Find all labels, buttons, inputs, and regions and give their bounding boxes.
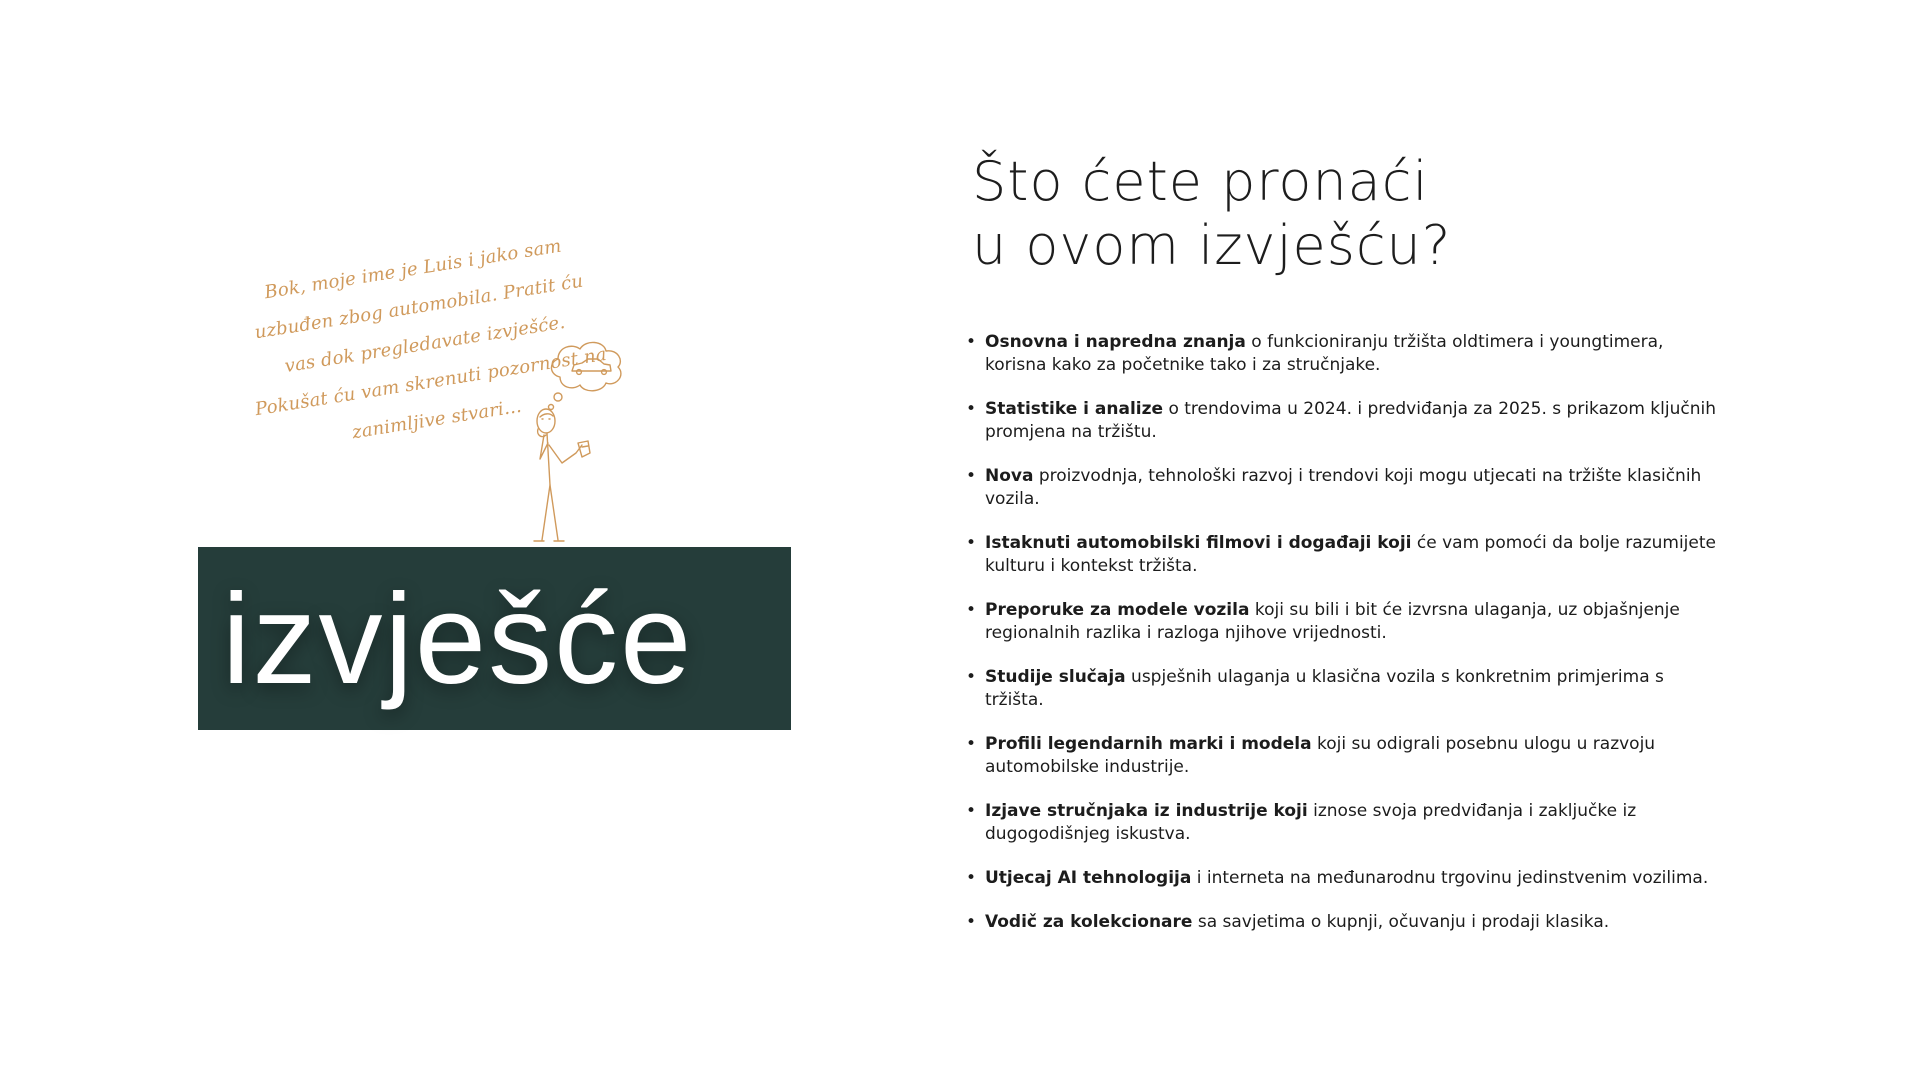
list-item: [966, 867, 1726, 890]
list-item-text: sa savjetima o kupnji, očuvanju i prodaji klasika.: [1192, 912, 1610, 932]
list-item-title: Osnovna i napredna znanja: [985, 332, 1246, 352]
list-item-text: o funkcioniranju tržišta oldtimera i youngtimera, korisna kako za početnike tako i za stručnjake.: [985, 332, 1664, 375]
list-item-text: i interneta na međunarodnu trgovinu jedinstvenim vozilima.: [1191, 868, 1709, 888]
list-item: [966, 733, 1726, 779]
list-item: [966, 599, 1726, 645]
list-item: [966, 666, 1726, 712]
list-item-title: Izjave stručnjaka iz industrije koji: [985, 801, 1308, 821]
list-item-text: o trendovima u 2024. i predviđanja za 2025. s prikazom ključnih promjena na tržištu.: [985, 399, 1716, 442]
list-item-text: proizvodnja, tehnološki razvoj i trendovi koji mogu utjecati na tržište klasičnih vozila.: [985, 466, 1702, 509]
list-item: [966, 465, 1726, 511]
section-heading: [972, 150, 1672, 278]
mascot-illustration: [520, 335, 660, 550]
list-item-text: će vam pomoći da bolje razumijete kulturu i kontekst tržišta.: [985, 533, 1716, 576]
section-heading-line-1: Što ćete pronaći: [972, 150, 1429, 213]
list-item-title: Istaknuti automobilski filmovi i događaji koji: [985, 533, 1412, 553]
list-item-text: uspješnih ulaganja u klasična vozila s konkretnim primjerima s tržišta.: [985, 667, 1664, 710]
list-item: [966, 398, 1726, 444]
list-item-title: Studije slučaja: [985, 667, 1126, 687]
list-item: [966, 800, 1726, 846]
list-item-title: Preporuke za modele vozila: [985, 600, 1250, 620]
list-item-title: Profili legendarnih marki i modela: [985, 734, 1312, 754]
contents-list: [966, 331, 1726, 955]
list-item: [966, 331, 1726, 377]
list-item-title: Nova: [985, 466, 1034, 486]
list-item: [966, 532, 1726, 578]
list-item-text: koji su bili i bit će izvrsna ulaganja, uz objašnjenje regionalnih razlika i razloga njihove vrijednosti.: [985, 600, 1680, 643]
list-item-title: Utjecaj AI tehnologija: [985, 868, 1192, 888]
mascot-head: [537, 409, 555, 433]
list-item: [966, 911, 1726, 934]
mascot-body: [547, 433, 550, 485]
mascot-speech-text: Bok, moje ime je Luis i jako sam uzbuđen zbog automobila. Pratit ću vas dok pregledavate izvješće. Pokušat ću vam skrenuti pozornost na zanimljive stvari...: [253, 235, 609, 444]
section-heading-line-2: u ovom izvješću?: [972, 214, 1452, 277]
glass-icon: [578, 441, 590, 457]
list-item-text: iznose svoja predviđanja i zaključke iz dugogodišnjeg iskustva.: [985, 801, 1637, 844]
hero-title: izvješće: [222, 568, 694, 711]
list-item-text: koji su odigrali posebnu ulogu u razvoju automobilske industrije.: [985, 734, 1656, 777]
list-item-title: Statistike i analize: [985, 399, 1164, 419]
list-item-title: Vodič za kolekcionare: [985, 912, 1193, 932]
mascot-legs: [542, 485, 558, 540]
